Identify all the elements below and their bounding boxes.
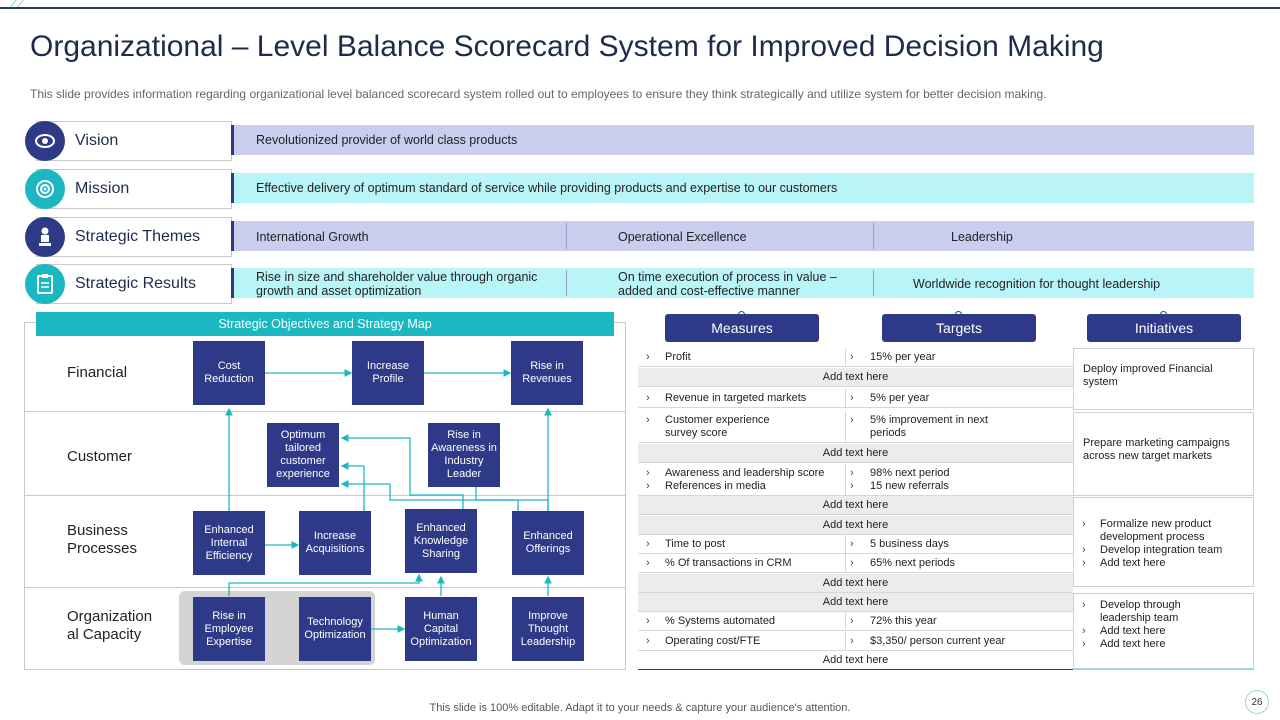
target-cell: 15% per year	[870, 351, 936, 363]
chevron-right-icon: ›	[1082, 599, 1086, 611]
chevron-right-icon: ›	[850, 351, 854, 363]
initiative-item: › Develop integration team	[1082, 544, 1223, 556]
initiative-item: › Add text here	[1082, 625, 1166, 637]
initiative-item: › Add text here	[1082, 638, 1166, 650]
initiative-text: Prepare marketing campaigns across new target markets	[1083, 437, 1230, 462]
strategy-map-header: Strategic Objectives and Strategy Map	[36, 312, 614, 336]
table-row	[638, 368, 1073, 387]
vision-text: Revolutionized provider of world class products	[256, 133, 518, 147]
targets-header: Targets	[882, 314, 1036, 342]
cell-divider	[845, 389, 846, 407]
page-number: 26	[1245, 690, 1269, 714]
table-row	[638, 554, 1073, 573]
cell-divider	[845, 554, 846, 572]
cell-divider	[845, 632, 846, 650]
placeholder-cell: Add text here	[822, 596, 889, 608]
chevron-right-icon: ›	[646, 538, 650, 550]
table-row	[638, 464, 1073, 496]
placeholder-cell: Add text here	[822, 577, 889, 589]
chevron-right-icon: ›	[646, 557, 650, 569]
chevron-right-icon: ›	[850, 538, 854, 550]
placeholder-cell: Add text here	[822, 519, 889, 531]
target-cell: $3,350/ person current year	[870, 635, 1006, 647]
chevron-right-icon: ›	[850, 414, 854, 426]
measure-cell: Customer experience survey score	[665, 414, 770, 439]
chevron-right-icon: ›	[1082, 625, 1086, 637]
table-row	[638, 574, 1073, 593]
chevron-right-icon: ›	[646, 414, 650, 426]
chevron-right-icon: ›	[646, 392, 650, 404]
map-row-label-capacity: Organization al Capacity	[67, 608, 153, 643]
measure-cell: % Systems automated	[665, 615, 776, 627]
table-row	[638, 612, 1073, 631]
placeholder-cell: Add text here	[822, 499, 889, 511]
chevron-right-icon: ›	[646, 615, 650, 627]
box-increase-acquisitions: Increase Acquisitions	[299, 511, 371, 575]
box-improve-leadership: Improve Thought Leadership	[512, 597, 584, 661]
table-row	[638, 411, 1073, 443]
box-tech-optimization: Technology Optimization	[299, 597, 371, 661]
target-cell: 5% per year	[870, 392, 930, 404]
initiative-text: Deploy improved Financial system	[1083, 363, 1213, 388]
arrow	[342, 466, 364, 511]
measures-header: Measures	[665, 314, 819, 342]
box-cost-reduction: Cost Reduction	[193, 341, 265, 405]
theme-item: International Growth	[256, 230, 369, 244]
box-enhanced-knowledge: Enhanced Knowledge Sharing	[405, 509, 477, 573]
box-increase-profile: Increase Profile	[352, 341, 424, 405]
map-row-label-financial: Financial	[67, 364, 128, 381]
results-label: Strategic Results	[75, 275, 196, 292]
footer-note: This slide is 100% editable. Adapt it to your needs & capture your audience's attention.	[429, 702, 851, 714]
chevron-right-icon: ›	[646, 467, 650, 479]
initiatives-header: Initiatives	[1087, 314, 1241, 342]
table-row	[638, 444, 1073, 463]
chevron-right-icon: ›	[850, 615, 854, 627]
measure-cell: Revenue in targeted markets	[665, 392, 807, 404]
mission-label: Mission	[75, 180, 130, 197]
vision-label: Vision	[75, 132, 119, 149]
page-title: Organizational – Level Balance Scorecard System for Improved Decision Making	[30, 30, 1104, 63]
arrow	[476, 487, 548, 511]
table-row	[638, 348, 1073, 367]
corner-mark-icon: ⟋⟋	[10, 0, 24, 10]
box-optimum-cx: Optimum tailored customer experience	[267, 423, 339, 487]
target-cell: 65% next periods	[870, 557, 955, 569]
theme-item: Operational Excellence	[618, 230, 747, 244]
target-cell: 5% improvement in next periods	[870, 414, 988, 439]
placeholder-cell: Add text here	[822, 371, 889, 383]
arrow	[342, 484, 518, 511]
measure-cell: Awareness and leadership score	[665, 467, 825, 479]
themes-label: Strategic Themes	[75, 228, 201, 245]
cell-divider	[845, 348, 846, 366]
measure-cell: % Of transactions in CRM	[665, 557, 792, 569]
initiative-item: › Develop through leadership team	[1082, 599, 1181, 624]
box-rise-expertise: Rise in Employee Expertise	[193, 597, 265, 661]
measure-cell: Operating cost/FTE	[665, 635, 761, 647]
table-row	[638, 593, 1073, 612]
box-enhanced-offerings: Enhanced Offerings	[512, 511, 584, 575]
table-row	[638, 651, 1073, 670]
measure-cell: References in media	[665, 480, 766, 492]
result-item: On time execution of process in value – added and cost-effective manner	[618, 270, 837, 298]
result-item: Rise in size and shareholder value through organic growth and asset optimization	[256, 270, 538, 298]
initiative-cell	[1073, 412, 1254, 496]
arrow	[229, 575, 419, 596]
placeholder-cell: Add text here	[822, 654, 889, 666]
placeholder-cell: Add text here	[822, 447, 889, 459]
initiative-item: › Add text here	[1082, 557, 1166, 569]
theme-item: Leadership	[951, 230, 1013, 244]
box-rise-awareness: Rise in Awareness in Industry Leader	[428, 423, 500, 487]
table-row	[638, 516, 1073, 535]
chevron-right-icon: ›	[850, 392, 854, 404]
chevron-right-icon: ›	[850, 557, 854, 569]
measure-cell: Time to post	[665, 538, 726, 550]
chevron-right-icon: ›	[646, 635, 650, 647]
table-row	[638, 632, 1073, 651]
chevron-right-icon: ›	[646, 480, 650, 492]
cell-divider	[845, 464, 846, 495]
measure-cell: Profit	[665, 351, 691, 363]
map-row-label-customer: Customer	[67, 448, 133, 465]
chevron-right-icon: ›	[646, 351, 650, 363]
chevron-right-icon: ›	[1082, 518, 1086, 530]
cell-divider	[845, 612, 846, 630]
page-subtitle: This slide provides information regarding organizational level balanced scorecard system rolled out to employees to ensure they think strategically and utilize system for better decision making.	[30, 87, 1047, 101]
table-row	[638, 389, 1073, 408]
initiative-cell	[1073, 497, 1254, 587]
cell-divider	[845, 535, 846, 553]
chevron-right-icon: ›	[850, 467, 854, 479]
table-row	[638, 535, 1073, 554]
mission-text: Effective delivery of optimum standard of service while providing products and expertise to our customers	[256, 181, 838, 195]
table-row	[638, 496, 1073, 515]
initiative-item: › Formalize new product development process	[1082, 518, 1212, 543]
chevron-right-icon: ›	[1082, 544, 1086, 556]
chevron-right-icon: ›	[1082, 557, 1086, 569]
chevron-right-icon: ›	[1082, 638, 1086, 650]
chevron-right-icon: ›	[850, 480, 854, 492]
map-row-label-business: Business Processes	[67, 522, 138, 557]
chevron-right-icon: ›	[850, 635, 854, 647]
box-human-capital: Human Capital Optimization	[405, 597, 477, 661]
target-cell: 15 new referrals	[870, 480, 949, 492]
target-cell: 72% this year	[870, 615, 937, 627]
target-cell: 98% next period	[870, 467, 950, 479]
target-cell: 5 business days	[870, 538, 949, 550]
initiative-cell	[1073, 593, 1254, 670]
box-enhanced-efficiency: Enhanced Internal Efficiency	[193, 511, 265, 575]
result-item: Worldwide recognition for thought leadership	[913, 277, 1161, 291]
cell-divider	[845, 411, 846, 442]
box-rise-revenues: Rise in Revenues	[511, 341, 583, 405]
initiative-cell	[1073, 348, 1254, 410]
